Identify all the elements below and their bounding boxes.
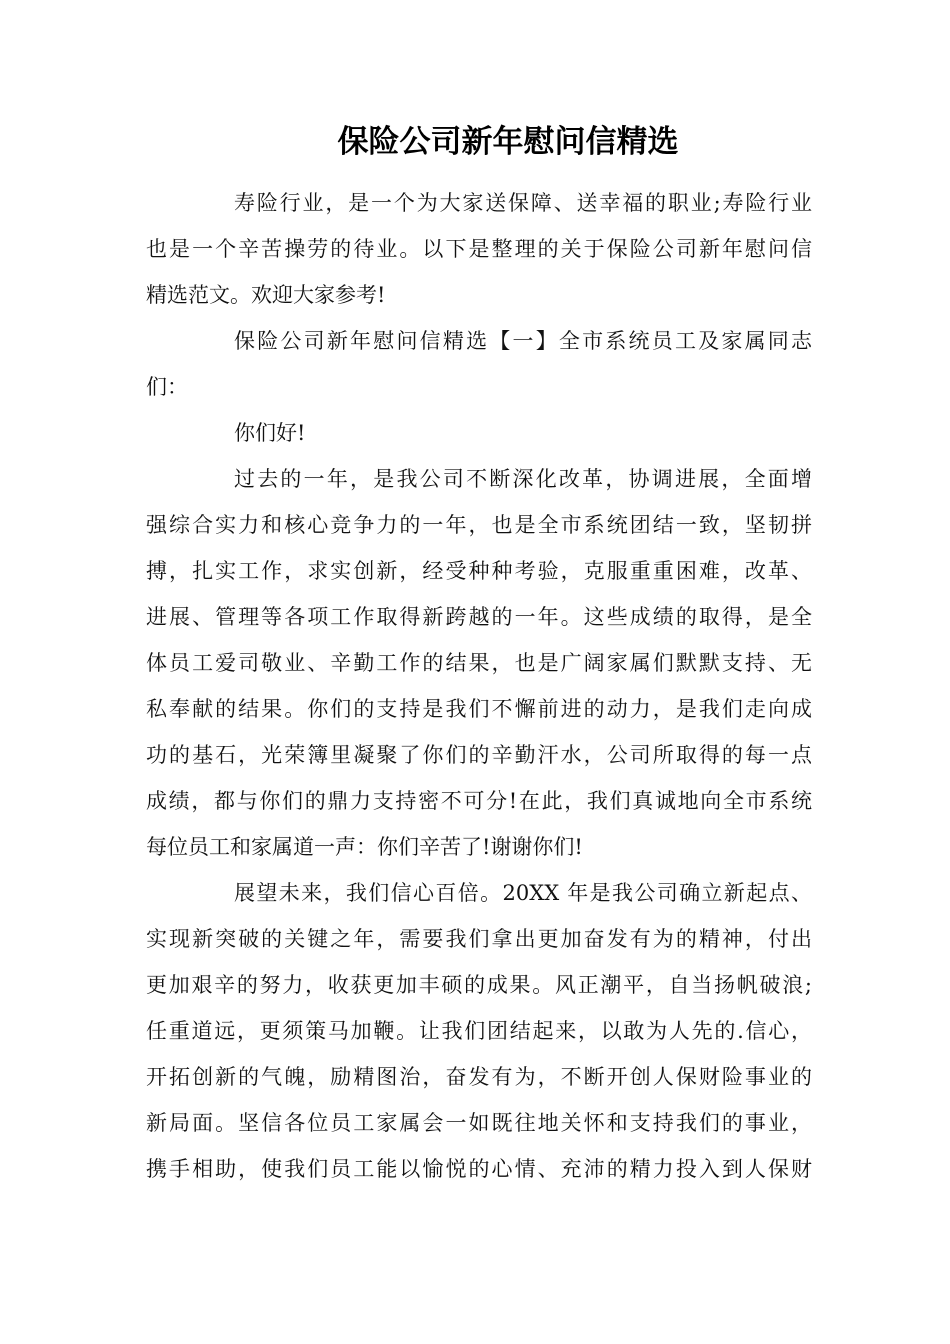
text-line: 过去的一年，是我公司不断深化改革，协调进展，全面增 [234,467,812,491]
text-line: 也是一个辛苦操劳的待业。以下是整理的关于保险公司新年慰问信 [146,237,812,261]
text-line: 寿险行业，是一个为大家送保障、送幸福的职业;寿险行业 [234,191,812,215]
text-line: 实现新突破的关键之年，需要我们拿出更加奋发有为的精神，付出 [146,927,812,951]
document-title: 保险公司新年慰问信精选 [337,124,679,160]
text-line: 每位员工和家属道一声：你们辛苦了!谢谢你们! [146,835,583,859]
document-body [146,180,812,1192]
text-line: 搏，扎实工作，求实创新，经受种种考验，克服重重困难，改革、 [146,559,812,583]
text-line: 你们好! [234,421,306,445]
text-line: 精选范文。欢迎大家参考! [146,283,386,307]
text-line: 携手相助，使我们员工能以愉悦的心情、充沛的精力投入到人保财 [146,1157,812,1181]
text-line: 成绩，都与你们的鼎力支持密不可分!在此，我们真诚地向全市系统 [146,789,812,813]
text-line: 私奉献的结果。你们的支持是我们不懈前进的动力，是我们走向成 [146,697,812,721]
text-line: 更加艰辛的努力，收获更加丰硕的成果。风正潮平，自当扬帆破浪; [146,973,812,997]
text-line: 强综合实力和核心竞争力的一年，也是全市系统团结一致，坚韧拼 [146,513,812,537]
text-line: 新局面。坚信各位员工家属会一如既往地关怀和支持我们的事业， [146,1111,812,1135]
text-line: 开拓创新的气魄，励精图治，奋发有为，不断开创人保财险事业的 [146,1065,812,1089]
text-line: 任重道远，更须策马加鞭。让我们团结起来，以敢为人先的.信心， [146,1019,812,1043]
text-line: 进展、管理等各项工作取得新跨越的一年。这些成绩的取得，是全 [146,605,812,629]
text-line: 功的基石，光荣簿里凝聚了你们的辛勤汗水，公司所取得的每一点 [146,743,812,767]
text-line: 保险公司新年慰问信精选【一】全市系统员工及家属同志 [234,329,812,353]
text-line: 们： [146,375,188,399]
text-line: 展望未来，我们信心百倍。20XX 年是我公司确立新起点、 [234,881,812,905]
text-line: 体员工爱司敬业、辛勤工作的结果，也是广阔家属们默默支持、无 [146,651,812,675]
